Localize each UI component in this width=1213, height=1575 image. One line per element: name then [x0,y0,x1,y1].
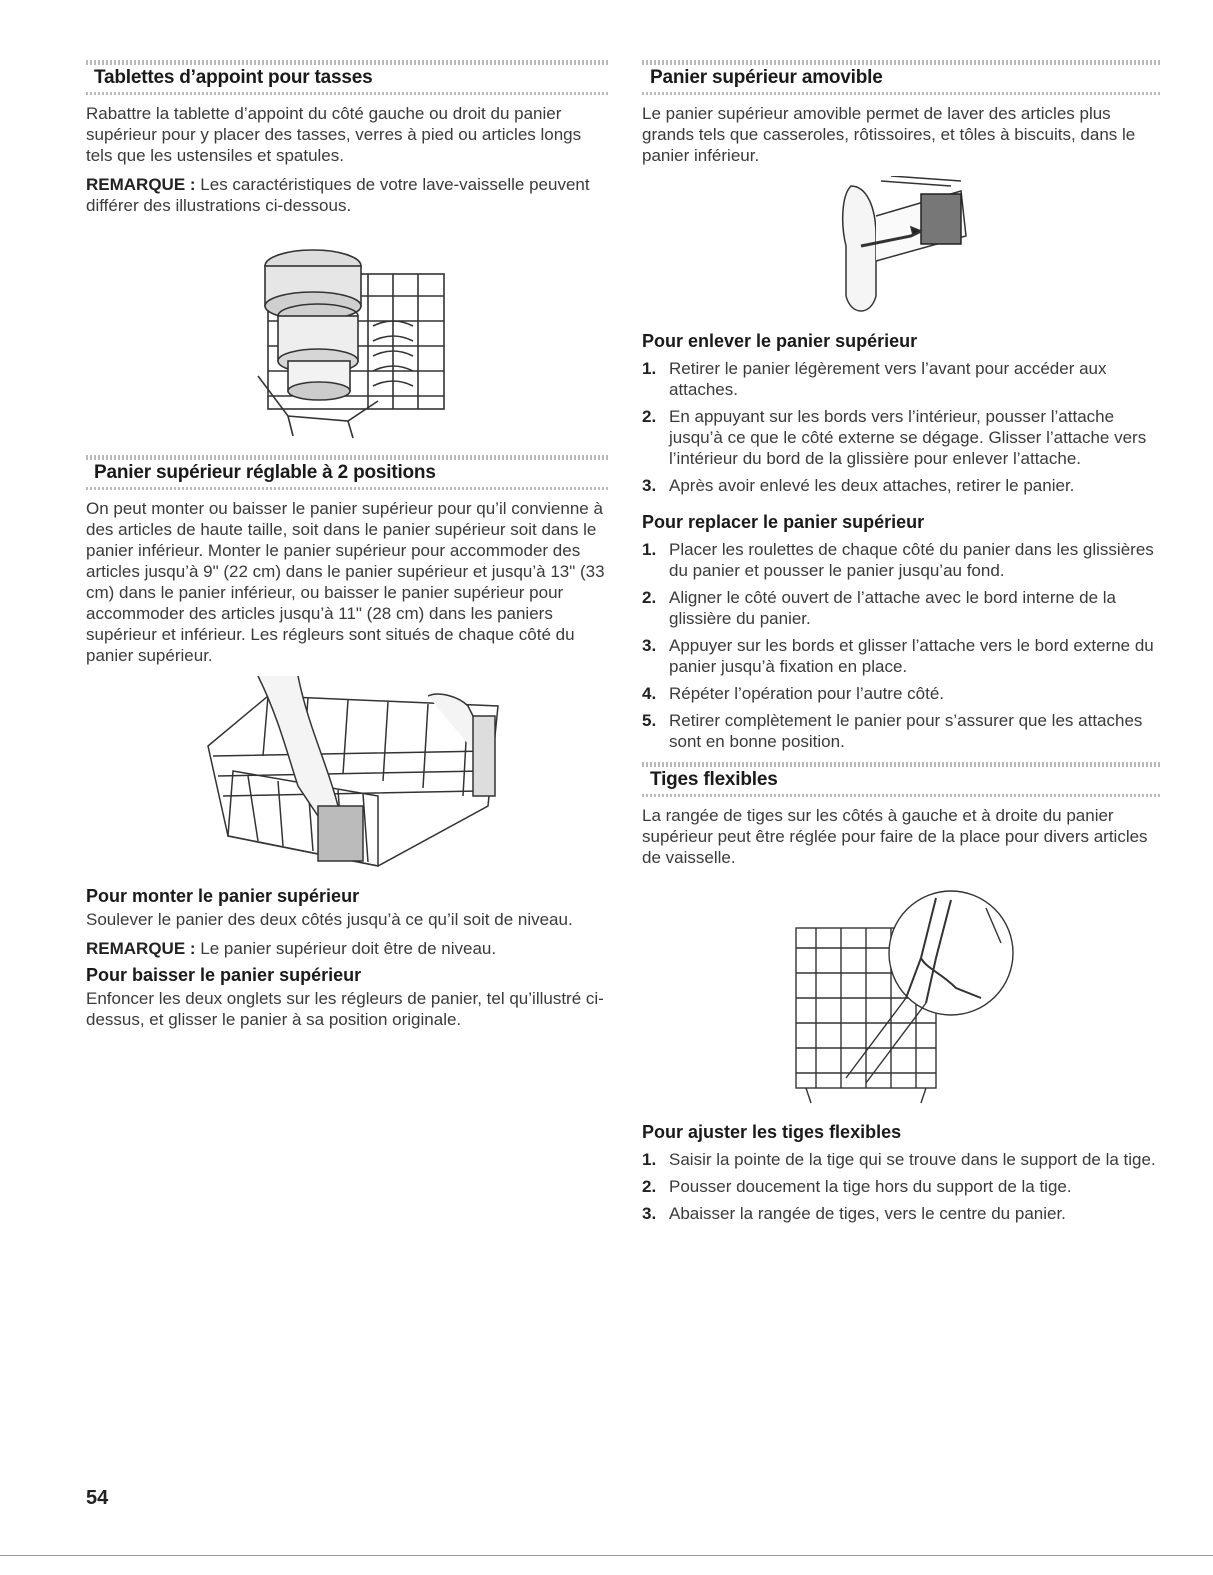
list-item [642,406,1160,469]
step-number: 2. [642,1177,657,1196]
rack-adjuster-illustration [188,676,508,876]
list-item [642,1176,1160,1197]
cup-shelves-remark [86,174,610,216]
list-item [642,539,1160,581]
step-number: 4. [642,684,657,703]
remark-text: Le panier supérieur doit être de niveau. [195,939,497,958]
raise-rack-body: Soulever le panier des deux côtés jusqu’à ce qu’il soit de niveau. [86,910,573,929]
remove-rack-heading: Pour enlever le panier supérieur [642,331,918,351]
list-item [642,475,1160,496]
section-title-adjustable-rack: Panier supérieur réglable à 2 positions [94,462,436,483]
step-number: 1. [642,540,657,559]
rack-clip-illustration [831,176,971,321]
list-item [642,1149,1160,1170]
list-item [642,358,1160,400]
lower-rack-heading: Pour baisser le panier supérieur [86,965,362,985]
flexible-tines-illustration [786,888,1016,1108]
step-number: 3. [642,476,657,495]
step-text: Saisir la pointe de la tige qui se trouve dans le support de la tige. [669,1150,1156,1169]
raise-rack-heading: Pour monter le panier supérieur [86,886,360,906]
list-item [642,587,1160,629]
remark-label: REMARQUE : [86,939,196,958]
list-item [642,1203,1160,1224]
step-text: Pousser doucement la tige hors du support de la tige. [669,1177,1072,1196]
step-number: 1. [642,359,657,378]
raise-rack-remark [86,938,610,959]
list-item [642,710,1160,752]
adjust-tines-steps [642,1149,1160,1224]
step-text: Répéter l’opération pour l’autre côté. [669,684,944,703]
adjust-tines-heading: Pour ajuster les tiges flexibles [642,1122,902,1142]
section-rule [642,92,1160,95]
remark-text: Les caractéristiques de votre lave-vaisselle peuvent différer des illustrations ci-dessous. [86,175,590,215]
section-title-removable-rack: Panier supérieur amovible [650,67,883,88]
cup-shelf-illustration [248,226,448,441]
list-item [642,683,1160,704]
step-text: Abaisser la rangée de tiges, vers le centre du panier. [669,1204,1066,1223]
step-text: Retirer complètement le panier pour s’assurer que les attaches sont en bonne position. [669,711,1143,751]
step-text: Retirer le panier légèrement vers l’avant pour accéder aux attaches. [669,359,1107,399]
left-column [86,60,610,1030]
cup-shelves-body: Rabattre la tablette d’appoint du côté gauche ou droit du panier supérieur pour y placer des tasses, verres à pied ou articles longs tels que les ustensiles et spatules. [86,104,582,165]
adjustable-rack-body: On peut monter ou baisser le panier supérieur pour qu’il convienne à des articles de haute taille, soit dans le panier supérieur soit dans le panier inférieur. Monter le panier supérieur pour accommoder des articles jusqu’à 9" (22 cm) dans le panier supérieur et jusqu’à 13" (33 cm) dans le panier inférieur, ou baisser le panier supérieur pour accommoder des articles jusqu’à 11" (28 cm) dans les paniers supérieur et inférieur. Les régleurs sont situés de chaque côté du panier supérieur. [86,499,605,665]
replace-rack-heading: Pour replacer le panier supérieur [642,512,925,532]
section-rule [642,794,1160,797]
step-text: Placer les roulettes de chaque côté du panier dans les glissières du panier et pousser le panier jusqu’au fond. [669,540,1154,580]
remark-label: REMARQUE : [86,175,196,194]
bottom-divider [0,1555,1213,1556]
list-item [642,635,1160,677]
page-number: 54 [86,1487,109,1509]
step-number: 2. [642,407,657,426]
step-text: Aligner le côté ouvert de l’attache avec le bord interne de la glissière du panier. [669,588,1116,628]
remove-rack-steps [642,358,1160,496]
section-rule [86,92,610,95]
step-number: 1. [642,1150,657,1169]
step-number: 5. [642,711,657,730]
step-text: Après avoir enlevé les deux attaches, retirer le panier. [669,476,1075,495]
flexible-tines-body: La rangée de tiges sur les côtés à gauche et à droite du panier supérieur peut être réglée pour faire de la place pour divers articles de vaisselle. [642,806,1148,867]
section-title-cup-shelves: Tablettes d’appoint pour tasses [94,67,373,88]
right-column [642,60,1160,1224]
section-rule [86,487,610,490]
lower-rack-body: Enfoncer les deux onglets sur les régleurs de panier, tel qu’illustré ci-dessus, et glisser le panier à sa position originale. [86,989,604,1029]
step-number: 3. [642,636,657,655]
step-number: 2. [642,588,657,607]
step-text: Appuyer sur les bords et glisser l’attache vers le bord externe du panier jusqu’à fixation en place. [669,636,1154,676]
removable-rack-body: Le panier supérieur amovible permet de laver des articles plus grands tels que casseroles, rôtissoires, et tôles à biscuits, dans le panier inférieur. [642,104,1136,165]
replace-rack-steps [642,539,1160,752]
step-number: 3. [642,1204,657,1223]
section-title-flexible-tines: Tiges flexibles [650,769,778,790]
step-text: En appuyant sur les bords vers l’intérieur, pousser l’attache jusqu’à ce que le côté externe se dégage. Glisser l’attache vers l’intérieur du bord de la glissière pour enlever l’attache. [669,407,1147,468]
